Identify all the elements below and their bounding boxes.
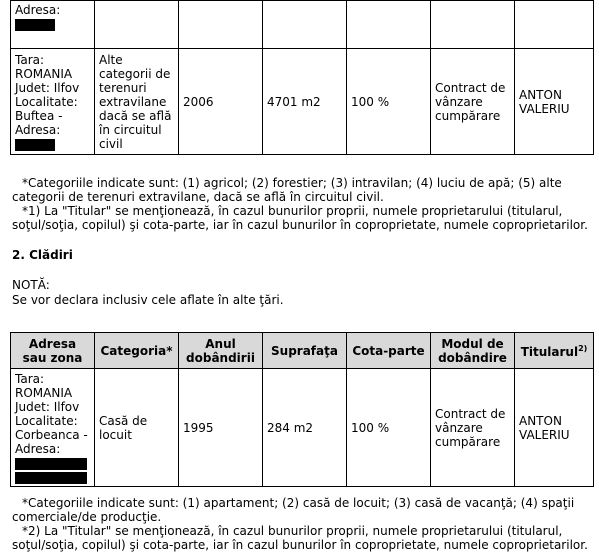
address-line: ROMANIA [15,66,73,81]
header-area: Suprafaţa [263,333,347,369]
address-line: Tara: [15,371,45,386]
redacted-block [15,19,55,31]
share-cell: 100 % [347,369,431,487]
year-cell [179,1,263,49]
address-line: ROMANIA [15,385,73,400]
address-line: Corbeanca - [15,427,88,442]
share-cell: 100 % [347,49,431,155]
land-table [10,0,594,155]
buildings-table [10,332,594,487]
area-cell: 284 m2 [263,369,347,487]
area-cell: 4701 m2 [263,49,347,155]
address-line: Adresa: [15,441,61,456]
table-row [11,369,594,487]
address-line: Localitate: [15,94,78,109]
header-address: Adresa sau zona [11,333,95,369]
section-heading: 2. Clădiri [12,248,73,262]
header-owner-footnote: 2) [578,344,588,353]
nota-text: Se vor declara inclusiv cele aflate în alte ţări. [12,293,284,307]
address-cell [11,369,95,487]
address-line: Judet: Ilfov [15,399,80,414]
header-owner [515,333,594,369]
header-owner-label: Titularul [520,345,579,359]
header-share: Cota-parte [347,333,431,369]
year-cell: 2006 [179,49,263,155]
address-line: Adresa: [15,122,61,137]
category-cell [95,1,179,49]
table-row [11,1,594,49]
category-cell: Alte categorii de terenuri extravilane dacă se află în circuitul civil [95,49,179,155]
redacted-block [15,472,87,484]
share-cell [347,1,431,49]
redacted-block [15,458,87,470]
owner-cell: ANTON VALERIU [515,49,594,155]
method-cell [431,1,515,49]
table-header-row [11,333,594,369]
categories-note: *Categoriile indicate sunt: (1) apartament; (2) casă de locuit; (3) casă de vacanţă; (4) spaţii comerciale/de producţie. [12,496,575,524]
address-label: Adresa: [15,3,61,17]
method-cell: Contract de vânzare cumpărare [431,49,515,155]
nota-label: NOTĂ: [12,278,50,292]
address-cell [11,49,95,155]
year-cell: 1995 [179,369,263,487]
owner-cell [515,1,594,49]
address-line: Judet: Ilfov [15,80,80,95]
address-line: Localitate: [15,413,78,428]
header-method: Modul de dobândire [431,333,515,369]
table-row [11,49,594,155]
address-line: Tara: [15,52,45,67]
owner-cell: ANTON VALERIU [515,369,594,487]
category-cell: Casă de locuit [95,369,179,487]
titular-note: *1) La "Titular" se menţionează, în cazul bunurilor proprii, numele proprietarului (titularul, soţul/soţia, copilul) şi cota-parte, iar în cazul bunurilor în coproprietate, numele coproprietarilor. [12,204,588,232]
categories-note: *Categoriile indicate sunt: (1) agricol; (2) forestier; (3) intravilan; (4) luciu de apă; (5) alte categorii de terenuri extravilane, dacă se află în circuitul civil. [12,176,562,204]
header-category: Categoria* [95,333,179,369]
titular-note: *2) La "Titular" se menţionează, în cazul bunurilor proprii, numele proprietarului (titularul, soţul/soţia, copilul) şi cota-parte, iar în cazul bunurilor în coproprietate, numele coproprietarilor. [12,524,588,552]
address-cell [11,1,95,49]
header-year: Anul dobândirii [179,333,263,369]
method-cell: Contract de vânzare cumpărare [431,369,515,487]
redacted-block [15,139,55,151]
address-line: Buftea - [15,108,63,123]
area-cell [263,1,347,49]
